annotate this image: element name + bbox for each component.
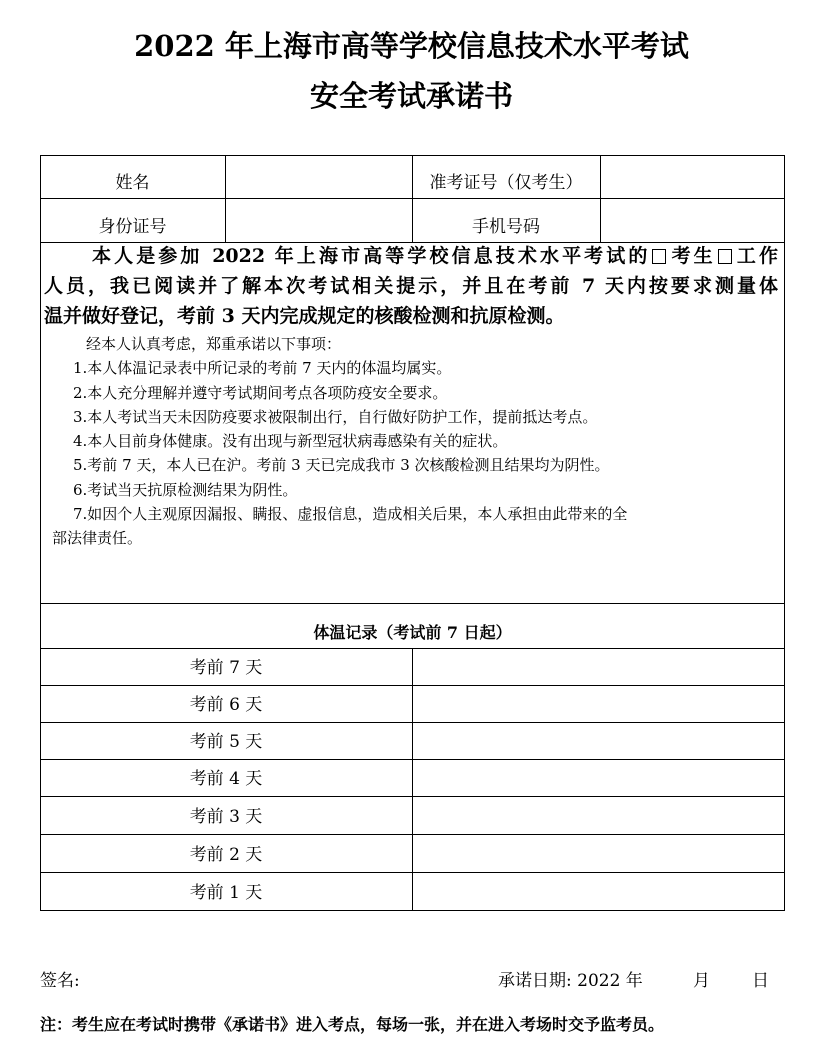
temperature-day-label: 考前 7 天 [189,658,263,678]
commitment-item: 4.本人目前身体健康。没有出现与新型冠状病毒感染有关的症状。 [73,432,508,451]
id-number-field[interactable] [226,199,411,241]
statement-line [44,241,778,271]
temperature-day-label: 考前 1 天 [189,882,263,903]
day-label: 日 [752,971,769,991]
temperature-field[interactable] [413,797,784,833]
month-label: 月 [693,971,710,991]
statement [44,241,778,331]
commitment-item: 1.本人体温记录表中所记录的考前 7 天内的体温均属实。 [73,359,452,378]
temperature-field[interactable] [413,760,784,795]
statement-text: 本人是参加 2022 年上海市高等学校信息技术水平考试的 [92,245,651,267]
candidate-checkbox[interactable] [652,249,666,264]
name-field[interactable] [226,156,411,197]
commitment-intro: 经本人认真考虑，郑重承诺以下事项： [86,335,342,353]
commitment-item-continuation: 部法律责任。 [52,529,143,548]
commitment-item: 2.本人充分理解并遵守考试期间考点各项防疫安全要求。 [73,383,448,402]
pledge-form [40,155,785,911]
temperature-field[interactable] [413,686,784,721]
document-subtitle: 安全考试承诺书 [309,79,513,113]
pledge-date-label: 承诺日期: 2022 年 [498,971,643,991]
temperature-field[interactable] [413,835,784,871]
exam-id-label: 准考证号（仅考生） [429,173,583,193]
footnote: 注：考生应在考试时携带《承诺书》进入考点，每场一张，并在进入考场时交予监考员。 [40,1015,665,1034]
temperature-field[interactable] [413,649,784,684]
phone-field[interactable] [601,199,784,241]
document-title: 2022 年上海市高等学校信息技术水平考试 [134,29,689,63]
commitment-item: 6.考试当天抗原检测结果为阴性。 [73,480,298,499]
temperature-day-label: 考前 5 天 [189,732,263,752]
exam-id-field[interactable] [601,156,784,197]
staff-checkbox[interactable] [718,249,732,264]
id-number-label: 身份证号 [98,217,167,237]
statement-line: 人员，我已阅读并了解本次考试相关提示，并且在考前 7 天内按要求测量体 [44,275,778,297]
temperature-caption: 体温记录（考试前 7 日起） [313,623,512,642]
commitment-list [52,332,782,551]
temperature-day-label: 考前 6 天 [189,695,263,715]
commitment-item: 7.如因个人主观原因漏报、瞒报、虚报信息，造成相关后果，本人承担由此带来的全 [73,505,628,524]
commitment-item: 5.考前 7 天，本人已在沪。考前 3 天已完成我市 3 次核酸检测且结果均为阴性。 [73,456,610,475]
temperature-day-label: 考前 3 天 [189,806,263,827]
commitment-item: 3.本人考试当天未因防疫要求被限制出行，自行做好防护工作，提前抵达考点。 [73,407,598,426]
statement-line: 温并做好登记，考前 3 天内完成规定的核酸检测和抗原检测。 [44,305,565,327]
candidate-option-label: 考生 [668,245,716,267]
name-label: 姓名 [115,173,150,193]
phone-label: 手机号码 [472,217,540,237]
signature-label: 签名: [40,971,80,991]
temperature-field[interactable] [413,873,784,910]
temperature-day-label: 考前 4 天 [189,769,263,789]
divider [40,603,785,604]
temperature-field[interactable] [413,723,784,758]
staff-option-label: 工作 [733,245,778,267]
temperature-day-label: 考前 2 天 [189,844,263,865]
